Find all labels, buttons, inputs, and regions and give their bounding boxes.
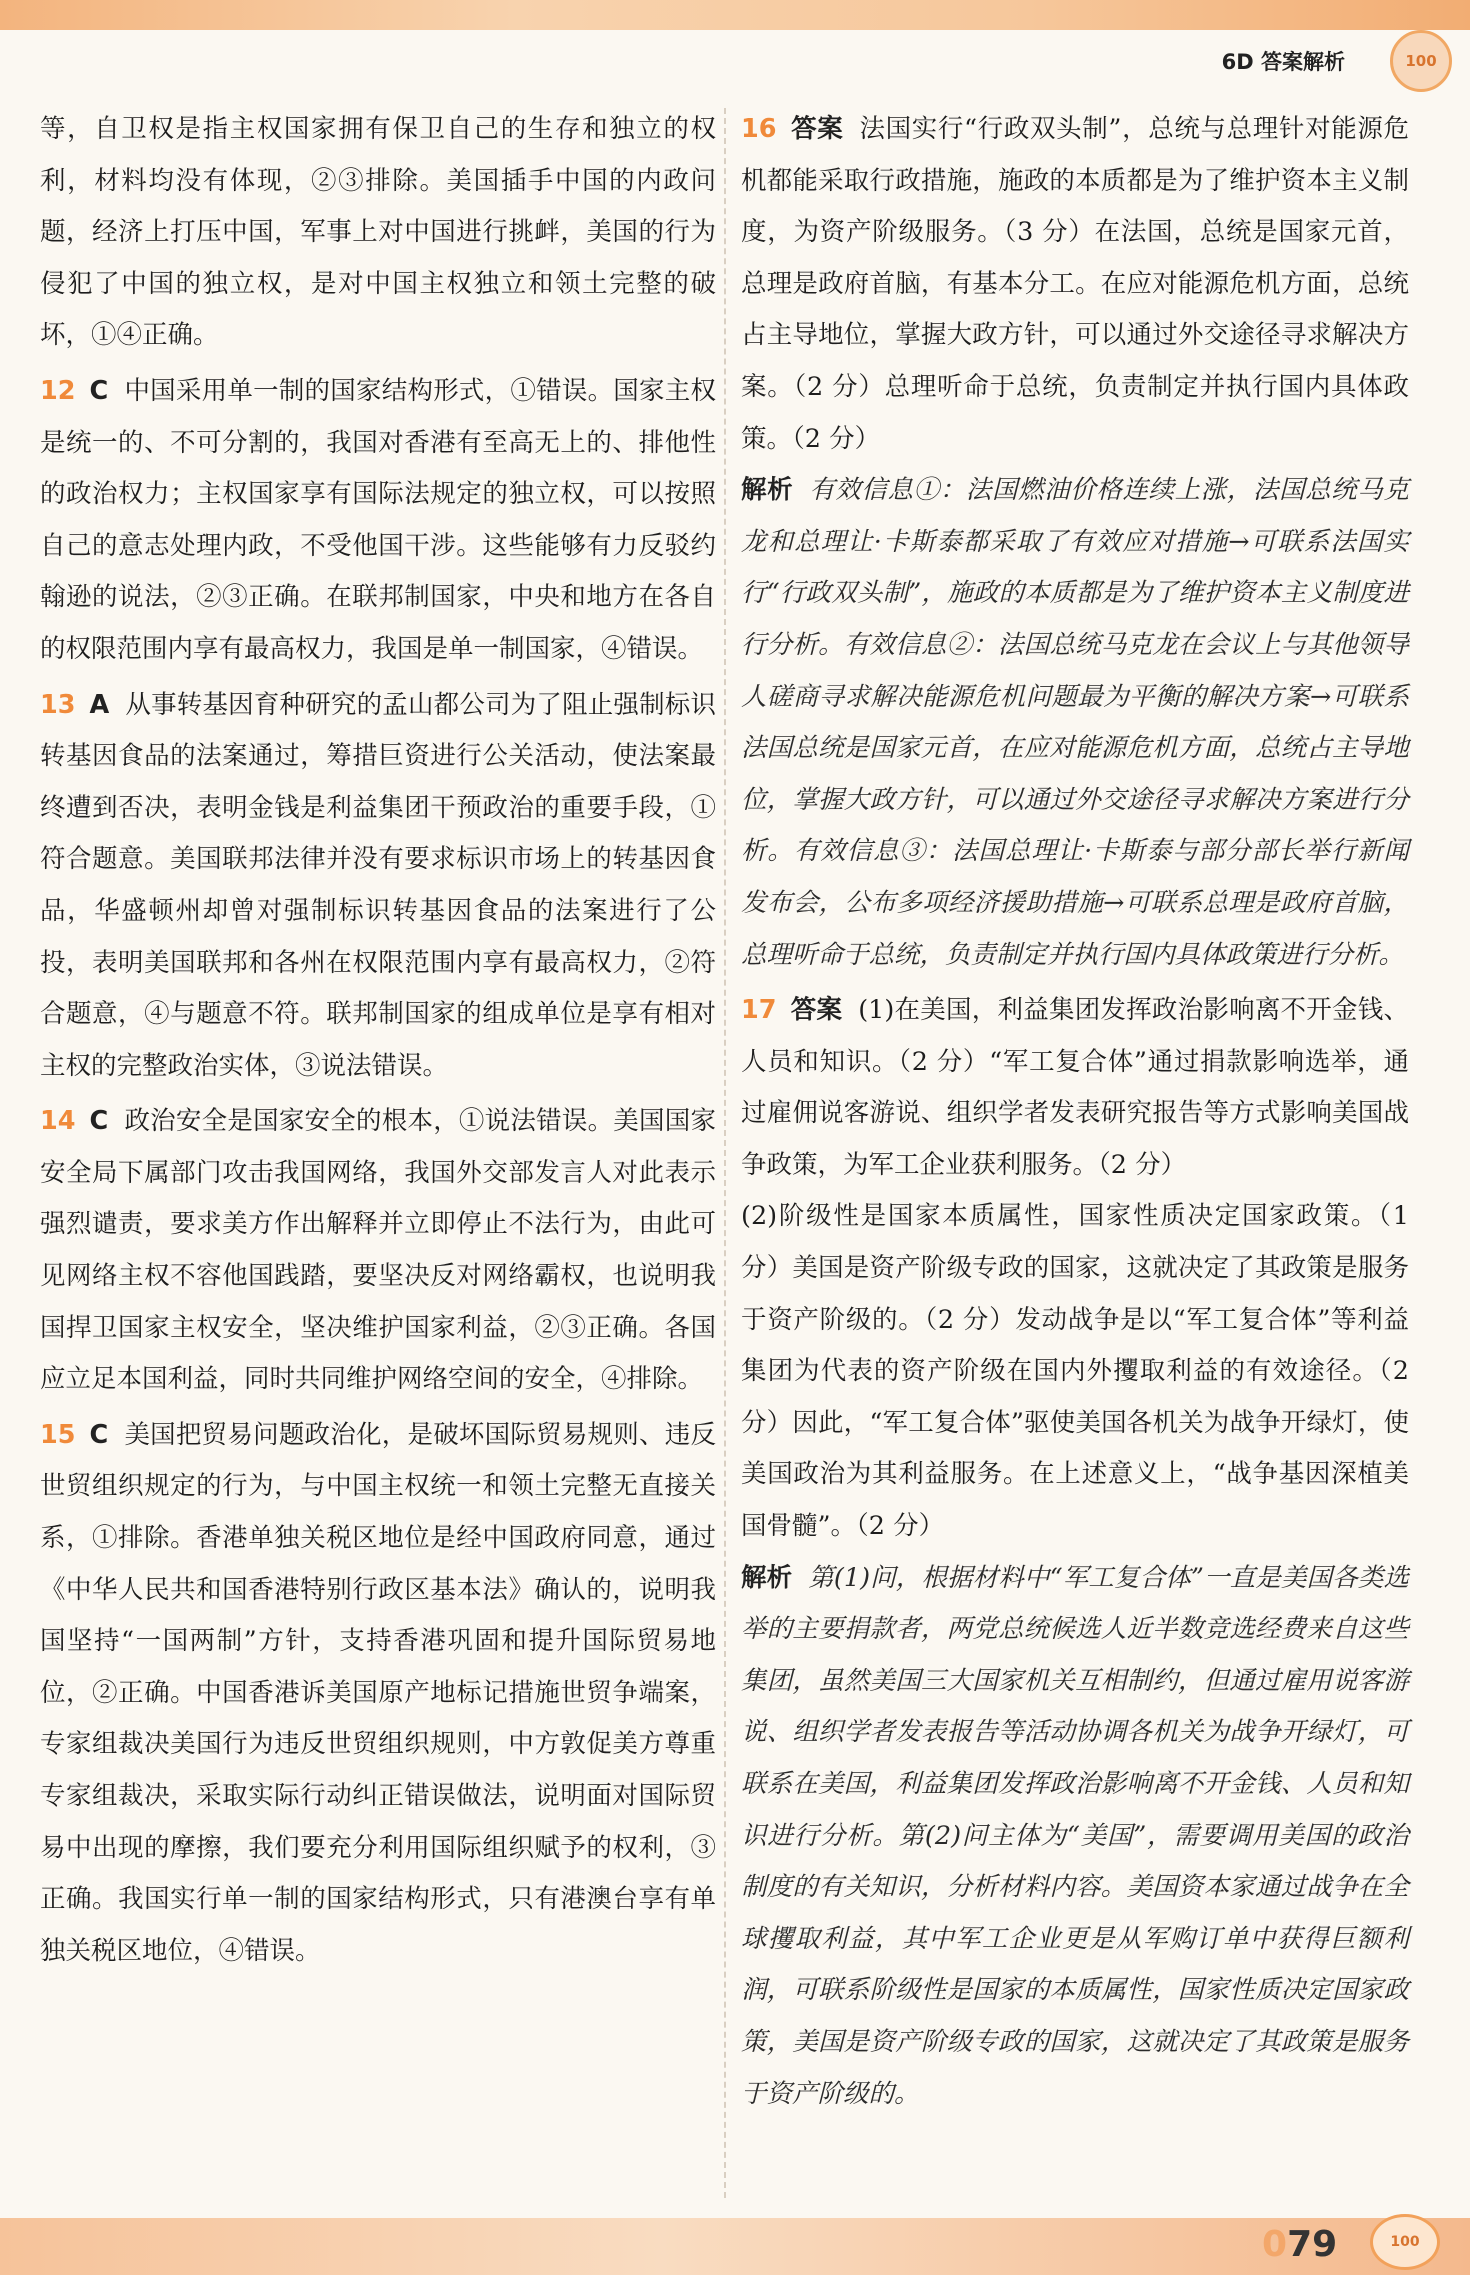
analysis-text: 第(1)问，根据材料中“军工复合体”一直是美国各类选举的主要捐款者，两党总统候选人近半数竞选经费来自这些集团，虽然美国三大国家机关互相制约，但通过雇用说客游说、组织学者发表报告等活动协调各机关为战争开绿灯，可联系在美国，利益集团发挥政治影响离不开金钱、人员和知识进行分析。第(2)问主体为“美国”，需要调用美国的政治制度的有关知识，分析材料内容。美国资本家通过战争在全球攫取利益，其中军工企业更是从军购订单中获得巨额利润，可联系阶级性是国家的本质属性，国家性质决定国家政策，美国是资产阶级专政的国家，这就决定了其政策是服务于资产阶级的。 [741,1562,1409,2109]
answer-text: 法国实行“行政双头制”，总统与总理针对能源危机都能采取行政措施，施政的本质都是为了维护资本主义制度，为资产阶级服务。（3 分）在法国，总统是国家元首，总理是政府首脑，有基本分工。在应对能源危机方面，总统占主导地位，掌握大政方针，可以通过外交途径寻求解决方案。（2 分）总理听命于总统，负责制定并执行国内具体政策。（2 分） [741,114,1409,454]
answer-item-12 [40,366,716,676]
answer-item-17-part-2: (2)阶级性是国家本质属性，国家性质决定国家政策。（1 分）美国是资产阶级专政的国家，这就决定了其政策是服务于资产阶级的。（2 分）发动战争是以“军工复合体”等利益集团为代表的资产阶级在国内外攫取利益的有效途径。（2 分）因此，“军工复合体”驱使美国各机关为战争开绿灯，使美国政治为其利益服务。在上述意义上，“战争基因深植美国骨髓”。（2 分） [741,1201,1409,1542]
question-number: 16 [741,114,777,144]
analysis-17 [741,1553,1409,2121]
answer-item-16 [741,104,1409,465]
analysis-label: 解析 [741,1562,793,1593]
answer-letter: C [89,375,109,406]
answer-label: 答案 [790,995,843,1026]
question-number: 14 [40,1106,76,1137]
bottom-decorative-band [0,2218,1470,2275]
answer-item-15 [40,1410,716,1978]
analysis-16 [741,465,1409,981]
column-divider [724,108,726,2198]
analysis-label: 解析 [741,475,794,506]
brand-logo-icon: 100 [1390,30,1452,92]
page-number-lead: 0 [1262,2224,1288,2265]
top-decorative-band [0,0,1470,30]
page-number-value: 79 [1287,2224,1338,2265]
answer-explanation: 中国采用单一制的国家结构形式，①错误。国家主权是统一的、不可分割的，我国对香港有至高无上的、排他性的政治权力；主权国家享有国际法规定的独立权，可以按照自己的意志处理内政，不受他国干涉。这些能够有力反驳约翰逊的说法，②③正确。在联邦制国家，中央和地方在各自的权限范围内享有最高权力，我国是单一制国家，④错误。 [40,375,716,664]
left-column [40,104,716,1977]
question-number: 17 [741,995,777,1026]
answer-label: 答案 [790,114,844,144]
answer-item-14 [40,1096,716,1406]
section-header: 6D 答案解析 [1221,50,1345,74]
answer-explanation: 政治安全是国家安全的根本，①说法错误。美国国家安全局下属部门攻击我国网络，我国外交部发言人对此表示强烈谴责，要求美方作出解释并立即停止不法行为，由此可见网络主权不容他国践踏，要坚决反对网络霸权，也说明我国捍卫国家主权安全，坚决维护国家利益，②③正确。各国应立足本国利益，同时共同维护网络空间的安全，④排除。 [40,1106,716,1395]
page-number [1262,2224,1337,2265]
answer-letter: C [89,1106,109,1137]
answer-item-13 [40,680,716,1093]
answer-text: (1)在美国，利益集团发挥政治影响离不开金钱、人员和知识。（2 分）“军工复合体”通过捐款影响选举，通过雇佣说客游说、组织学者发表研究报告等方式影响美国战争政策，为军工企业获利服务。（2 分） [741,995,1409,1180]
right-column [741,104,1409,2120]
footer-logo-icon: 100 [1370,2214,1440,2270]
continuation-paragraph: 等，自卫权是指主权国家拥有保卫自己的生存和独立的权利，材料均没有体现，②③排除。美国插手中国的内政问题，经济上打压中国，军事上对中国进行挑衅，美国的行为侵犯了中国的独立权，是对中国主权独立和领土完整的破坏，①④正确。 [40,114,716,351]
answer-letter: C [89,1419,109,1450]
analysis-text: 有效信息①：法国燃油价格连续上涨，法国总统马克龙和总理让·卡斯泰都采取了有效应对措施→可联系法国实行“行政双头制”，施政的本质都是为了维护资本主义制度进行分析。有效信息②：法国总统马克龙在会议上与其他领导人磋商寻求解决能源危机问题最为平衡的解决方案→可联系法国总统是国家元首，在应对能源危机方面，总统占主导地位，掌握大政方针，可以通过外交途径寻求解决方案进行分析。有效信息③：法国总理让·卡斯泰与部分部长举行新闻发布会，公布多项经济援助措施→可联系总理是政府首脑，总理听命于总统，负责制定并执行国内具体政策进行分析。 [741,475,1409,970]
question-number: 13 [40,689,76,720]
answer-explanation: 从事转基因育种研究的孟山都公司为了阻止强制标识转基因食品的法案通过，筹措巨资进行公关活动，使法案最终遭到否决，表明金钱是利益集团干预政治的重要手段，①符合题意。美国联邦法律并没有要求标识市场上的转基因食品，华盛顿州却曾对强制标识转基因食品的法案进行了公投，表明美国联邦和各州在权限范围内享有最高权力，②符合题意，④与题意不符。联邦制国家的组成单位是享有相对主权的完整政治实体，③说法错误。 [40,689,716,1081]
question-number: 15 [40,1419,76,1450]
question-number: 12 [40,375,76,406]
answer-explanation: 美国把贸易问题政治化，是破坏国际贸易规则、违反世贸组织规定的行为，与中国主权统一和领土完整无直接关系，①排除。香港单独关税区地位是经中国政府同意，通过《中华人民共和国香港特别行政区基本法》确认的，说明我国坚持“一国两制”方针，支持香港巩固和提升国际贸易地位，②正确。中国香港诉美国原产地标记措施世贸争端案，专家组裁决美国行为违反世贸组织规则，中方敦促美方尊重专家组裁决，采取实际行动纠正错误做法，说明面对国际贸易中出现的摩擦，我们要充分利用国际组织赋予的权利，③正确。我国实行单一制的国家结构形式，只有港澳台享有单独关税区地位，④错误。 [40,1419,716,1966]
answer-letter: A [89,689,110,720]
answer-item-17 [741,985,1409,1191]
